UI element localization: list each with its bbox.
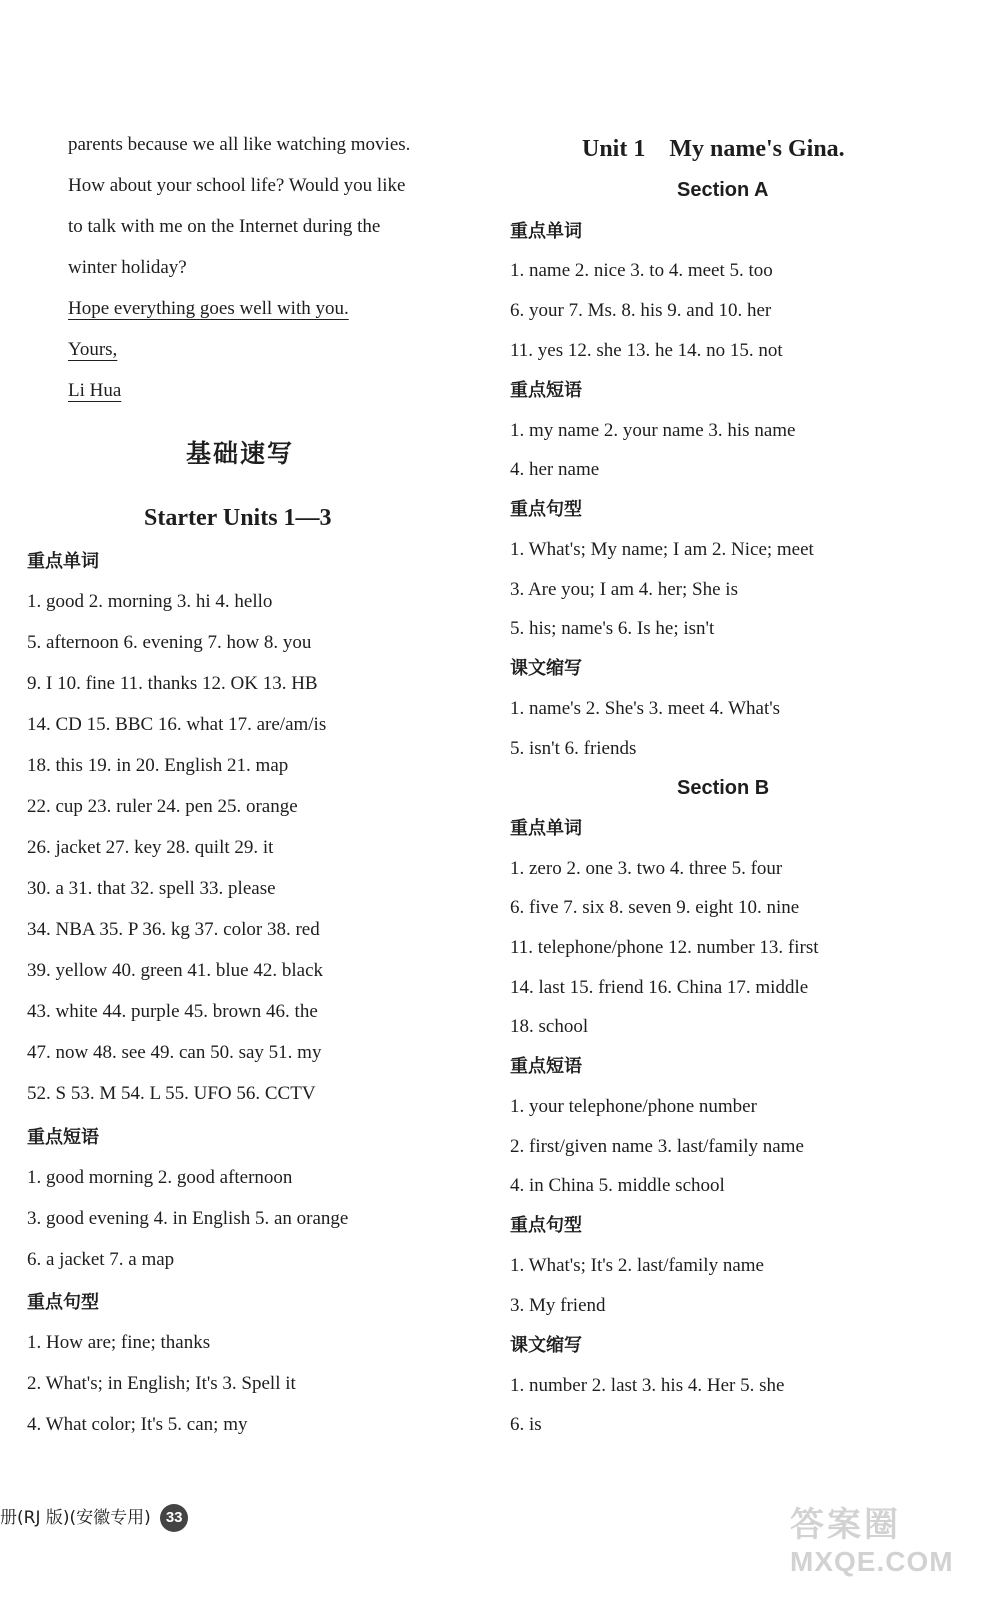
section-a-title: Section A	[677, 179, 769, 201]
vocab-line: 18. this 19. in 20. English 21. map	[27, 755, 289, 776]
vocab-line: 11. yes 12. she 13. he 14. no 15. not	[510, 340, 783, 361]
vocab-line: 14. last 15. friend 16. China 17. middle	[510, 977, 809, 998]
sentence-line: 4. What color; It's 5. can; my	[27, 1414, 248, 1435]
vocab-line: 1. zero 2. one 3. two 4. three 5. four	[510, 858, 783, 879]
summary-label: 课文缩写	[510, 1335, 582, 1356]
sentence-label: 重点句型	[510, 1215, 582, 1236]
phrase-label: 重点短语	[510, 380, 582, 401]
summary-label: 课文缩写	[510, 658, 582, 679]
phrase-line: 6. a jacket 7. a map	[27, 1249, 175, 1270]
vocab-line: 6. five 7. six 8. seven 9. eight 10. nine	[510, 897, 800, 918]
sentence-label: 重点句型	[510, 499, 582, 520]
vocab-line: 11. telephone/phone 12. number 13. first	[510, 937, 819, 958]
unit-title: Unit 1 My name's Gina.	[582, 136, 845, 162]
vocab-line: 6. your 7. Ms. 8. his 9. and 10. her	[510, 300, 772, 321]
sentence-line: 5. his; name's 6. Is he; isn't	[510, 618, 715, 639]
vocab-line: 18. school	[510, 1016, 589, 1037]
vocab-line: 1. good 2. morning 3. hi 4. hello	[27, 591, 273, 612]
vocab-label: 重点单词	[27, 551, 99, 572]
watermark-url: MXQE.COM	[790, 1546, 954, 1577]
letter-line: parents because we all like watching movies.	[68, 134, 411, 155]
vocab-label: 重点单词	[510, 221, 582, 242]
letter-line: winter holiday?	[68, 257, 187, 278]
summary-line: 1. name's 2. She's 3. meet 4. What's	[510, 698, 781, 719]
sentence-line: 3. Are you; I am 4. her; She is	[510, 579, 738, 600]
vocab-line: 43. white 44. purple 45. brown 46. the	[27, 1001, 318, 1022]
page-number: 33	[160, 1504, 188, 1532]
phrase-line: 4. her name	[510, 459, 600, 480]
phrase-line: 1. good morning 2. good afternoon	[27, 1167, 293, 1188]
phrase-line: 4. in China 5. middle school	[510, 1175, 725, 1196]
sentence-line: 2. What's; in English; It's 3. Spell it	[27, 1373, 296, 1394]
section-heading: 基础速写	[186, 439, 295, 468]
vocab-line: 9. I 10. fine 11. thanks 12. OK 13. HB	[27, 673, 318, 694]
sentence-line: 1. What's; My name; I am 2. Nice; meet	[510, 539, 814, 560]
watermark-logo	[790, 1505, 990, 1595]
letter-line: How about your school life? Would you like	[68, 175, 406, 196]
summary-line: 5. isn't 6. friends	[510, 738, 637, 759]
vocab-label: 重点单词	[510, 818, 582, 839]
vocab-line: 22. cup 23. ruler 24. pen 25. orange	[27, 796, 298, 817]
vocab-line: 14. CD 15. BBC 16. what 17. are/am/is	[27, 714, 327, 735]
phrase-label: 重点短语	[27, 1127, 99, 1148]
phrase-line: 1. my name 2. your name 3. his name	[510, 420, 796, 441]
page-footer	[0, 1503, 188, 1532]
vocab-line: 39. yellow 40. green 41. blue 42. black	[27, 960, 324, 981]
letter-line: to talk with me on the Internet during the	[68, 216, 381, 237]
vocab-line: 52. S 53. M 54. L 55. UFO 56. CCTV	[27, 1083, 316, 1104]
phrase-line: 2. first/given name 3. last/family name	[510, 1136, 804, 1157]
sentence-line: 3. My friend	[510, 1295, 606, 1316]
sentence-line: 1. How are; fine; thanks	[27, 1332, 211, 1353]
letter-closing: Hope everything goes well with you.	[68, 298, 349, 319]
vocab-line: 47. now 48. see 49. can 50. say 51. my	[27, 1042, 322, 1063]
unit-heading: Starter Units 1—3	[144, 505, 332, 531]
vocab-line: 5. afternoon 6. evening 7. how 8. you	[27, 632, 312, 653]
phrase-label: 重点短语	[510, 1056, 582, 1077]
summary-line: 1. number 2. last 3. his 4. Her 5. she	[510, 1375, 785, 1396]
letter-signoff: Yours,	[68, 339, 118, 360]
phrase-line: 3. good evening 4. in English 5. an orange	[27, 1208, 349, 1229]
phrase-line: 1. your telephone/phone number	[510, 1096, 757, 1117]
summary-line: 6. is	[510, 1414, 542, 1435]
letter-signature: Li Hua	[68, 380, 122, 401]
footer-text: 册(RJ 版)(安徽专用)	[0, 1508, 151, 1528]
section-b-title: Section B	[677, 777, 770, 799]
vocab-line: 34. NBA 35. P 36. kg 37. color 38. red	[27, 919, 320, 940]
vocab-line: 1. name 2. nice 3. to 4. meet 5. too	[510, 260, 773, 281]
vocab-line: 30. a 31. that 32. spell 33. please	[27, 878, 276, 899]
vocab-line: 26. jacket 27. key 28. quilt 29. it	[27, 837, 274, 858]
sentence-line: 1. What's; It's 2. last/family name	[510, 1255, 764, 1276]
watermark-top: 答案圈	[790, 1505, 901, 1545]
sentence-label: 重点句型	[27, 1292, 99, 1313]
